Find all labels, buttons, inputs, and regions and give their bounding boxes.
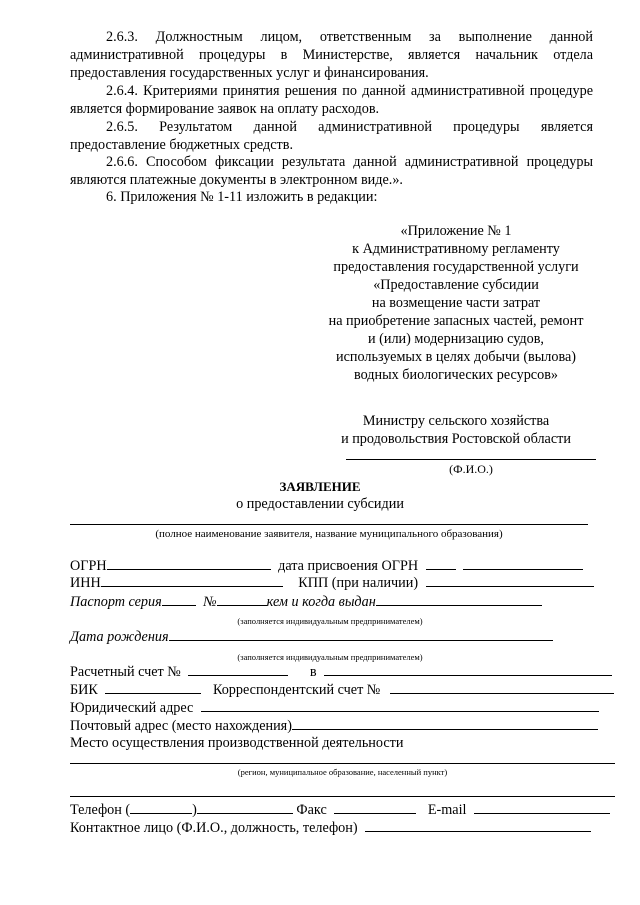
- appendix-line: водных биологических ресурсов»: [353, 367, 558, 383]
- ogrn-date-label: дата присвоения ОГРН: [278, 558, 419, 574]
- fio-caption: (Ф.И.О.): [449, 462, 493, 476]
- paragraph-text: 6. Приложения № 1-11 изложить в редакции:: [106, 189, 378, 205]
- birth-date-label: Дата рождения: [70, 629, 169, 645]
- appendix-line: «Приложение № 1: [400, 223, 512, 239]
- contact-label: Контактное лицо (Ф.И.О., должность, телефон): [70, 820, 358, 836]
- inn-field[interactable]: [101, 573, 283, 587]
- kpp-label: КПП (при наличии): [298, 575, 419, 591]
- passport-issued-label: кем и когда выдан: [266, 594, 376, 610]
- kpp-field[interactable]: [426, 573, 594, 587]
- applicant-name-line[interactable]: [70, 524, 588, 525]
- paragraph-6: [70, 188, 593, 206]
- phone-close: ): [192, 802, 197, 818]
- appendix-line: к Административному регламенту: [352, 241, 560, 257]
- paragraph-text: 2.6.5. Результатом данной административной процедуры является предоставление бюджетных средств.: [70, 119, 593, 153]
- phone-code-field[interactable]: [130, 800, 192, 814]
- paragraph-text: 2.6.4. Критериями принятия решения по данной административной процедуре является формирование заявок на оплату расходов.: [70, 83, 593, 117]
- passport-series-label: Паспорт серия: [70, 594, 162, 610]
- fax-field[interactable]: [334, 800, 416, 814]
- paragraph-text: 2.6.3. Должностным лицом, ответственным за выполнение данной административной процедуры в Министерстве, является начальник отдела предоставления государственных услуг и финансирования.: [70, 29, 593, 81]
- paragraph-text: 2.6.6. Способом фиксации результата данной административной процедуры являются платежные документы в электронном виде.».: [70, 154, 593, 188]
- paragraph-2-6-4: [70, 82, 593, 118]
- postal-address-field[interactable]: [292, 716, 598, 730]
- addressee-line: Министру сельского хозяйства: [362, 413, 550, 429]
- fax-label: Факс: [296, 802, 327, 818]
- phone-label: Телефон (: [70, 802, 131, 818]
- email-label: E-mail: [427, 802, 467, 818]
- extra-line[interactable]: [70, 796, 615, 797]
- paragraph-2-6-3: [70, 28, 593, 82]
- legal-address-label: Юридический адрес: [70, 700, 194, 716]
- ogrn-date-field[interactable]: [463, 556, 583, 570]
- appendix-header: [320, 222, 592, 384]
- bik-row: [70, 680, 614, 699]
- appendix-line: используемых в целях добычи (вылова): [336, 349, 576, 365]
- account-field[interactable]: [188, 662, 288, 676]
- postal-address-row: [70, 716, 598, 735]
- activity-place-label: Место осуществления производственной деятельности: [70, 735, 404, 751]
- legal-address-row: [70, 698, 599, 717]
- passport-number-label: №: [203, 594, 217, 610]
- ip-note-2: (заполняется индивидуальным предпринимателем): [237, 652, 423, 662]
- bik-field[interactable]: [105, 680, 201, 694]
- ogrn-date-day-field[interactable]: [426, 556, 456, 570]
- appendix-line: предоставления государственной услуги: [333, 259, 579, 275]
- passport-series-field[interactable]: [162, 592, 196, 606]
- activity-place-row: [70, 734, 403, 752]
- inn-label: ИНН: [70, 575, 101, 591]
- ogrn-label: ОГРН: [70, 558, 107, 574]
- corr-account-field[interactable]: [390, 680, 614, 694]
- appendix-line: «Предоставление субсидии: [373, 277, 539, 293]
- passport-row: [70, 592, 542, 611]
- birth-date-row: [70, 627, 553, 646]
- contact-field[interactable]: [365, 818, 591, 832]
- corr-account-label: Корреспондентский счет №: [212, 682, 381, 698]
- account-row: [70, 662, 612, 681]
- region-caption: (регион, муниципальное образование, населенный пункт): [237, 767, 448, 777]
- inn-row: [70, 573, 594, 592]
- appendix-line: на приобретение запасных частей, ремонт: [328, 313, 584, 329]
- postal-address-label: Почтовый адрес (место нахождения): [70, 718, 292, 734]
- phone-field[interactable]: [197, 800, 293, 814]
- legal-address-field[interactable]: [201, 698, 599, 712]
- birth-date-field[interactable]: [169, 627, 553, 641]
- document-subtitle: о предоставлении субсидии: [236, 496, 404, 512]
- addressee-line: и продовольствия Ростовской области: [341, 431, 571, 447]
- ogrn-field[interactable]: [107, 556, 271, 570]
- account-in-label: в: [309, 664, 317, 680]
- paragraph-2-6-6: [70, 153, 593, 189]
- bik-label: БИК: [70, 682, 98, 698]
- activity-place-line[interactable]: [70, 763, 615, 764]
- appendix-line: на возмещение части затрат: [371, 295, 541, 311]
- email-field[interactable]: [474, 800, 610, 814]
- phone-row: [70, 800, 610, 819]
- ip-note-1: (заполняется индивидуальным предпринимателем): [237, 616, 423, 626]
- passport-issued-field[interactable]: [376, 592, 542, 606]
- applicant-caption: (полное наименование заявителя, название муниципального образования): [155, 528, 503, 540]
- document-title: ЗАЯВЛЕНИЕ: [279, 479, 361, 494]
- appendix-line: и (или) модернизацию судов,: [368, 331, 544, 347]
- bank-name-field[interactable]: [324, 662, 612, 676]
- passport-number-field[interactable]: [217, 592, 267, 606]
- account-label: Расчетный счет №: [70, 664, 181, 680]
- contact-row: [70, 818, 591, 837]
- paragraph-2-6-5: [70, 118, 593, 154]
- addressee-block: [320, 412, 592, 448]
